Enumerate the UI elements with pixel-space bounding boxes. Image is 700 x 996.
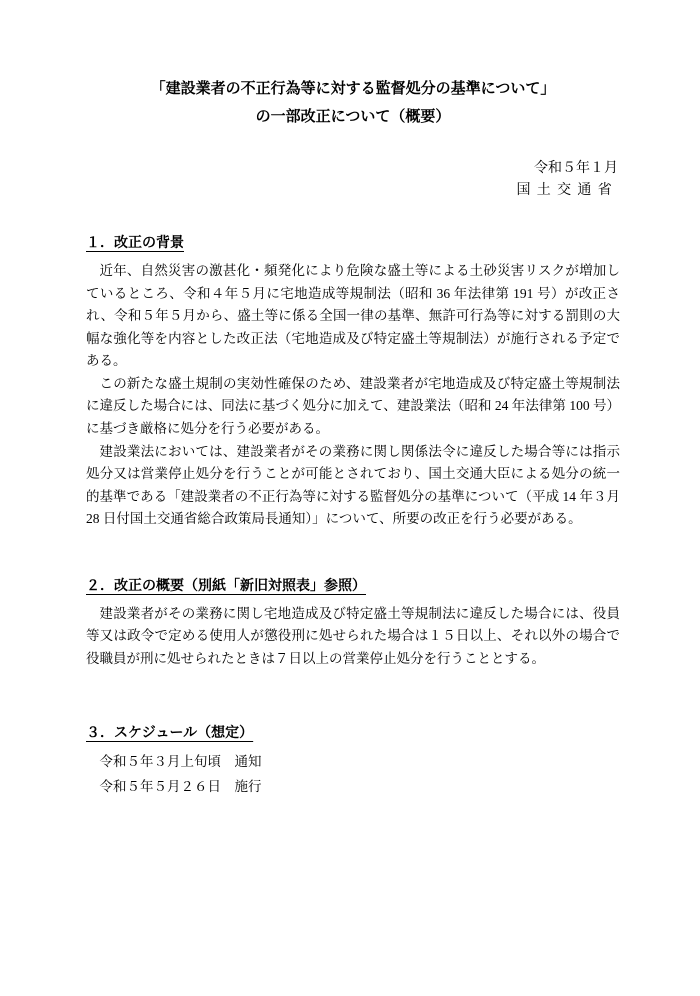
paragraph: この新たな盛土規制の実効性確保のため、建設業者が宅地造成及び特定盛土等規制法に違反した場合には、同法に基づく処分に加えて、建設業法（昭和 24 年法律第 100 号）に基づき厳格に処分を行う必要がある。 [86,375,620,436]
section-2-heading: ２．改正の概要（別紙「新旧対照表」参照） [86,578,366,594]
document-organization: 国土交通省 [516,182,618,198]
document-date: 令和５年１月 [534,160,618,176]
title-line-1: 「建設業者の不正行為等に対する監督処分の基準について」 [150,81,556,97]
section-overview [86,575,620,671]
schedule-item: 令和５年５月２６日 施行 [99,778,262,794]
paragraph: 近年、自然災害の激甚化・頻発化により危険な盛土等による土砂災害リスクが増加しているところ、令和４年５月に宅地造成等規制法（昭和 36 年法律第 191 号）が改正され、令和５年５月から、盛土等に係る全国一律の基準、無許可行為等に対する罰則の大幅な強化等を内容とした改正法（宅地造成及び特定盛土等規制法）が施行される予定である。 [86,263,620,369]
title-line-2: の一部改正について（概要） [255,108,451,125]
paragraph: 建設業者がその業務に関し宅地造成及び特定盛土等規制法に違反した場合には、役員等又は政令で定める使用人が懲役刑に処せられた場合は１５日以上、それ以外の場合で役職員が刑に処せられたときは７日以上の営業停止処分を行うこととする。 [86,605,620,666]
section-2-body [86,603,620,671]
section-1-body [86,260,620,530]
section-schedule [86,722,620,799]
section-background [86,232,620,530]
section-1-heading: １．改正の背景 [86,236,184,252]
schedule-item: 令和５年３月上旬頃 通知 [99,754,262,770]
document-title [86,76,620,132]
document-meta [86,158,620,203]
section-3-heading: ３．スケジュール（想定） [86,726,254,742]
paragraph: 建設業法においては、建設業者がその業務に関し関係法令に違反した場合等には指示処分又は営業停止処分を行うことが可能とされており、国土交通大臣による処分の統一的基準である「建設業者の不正行為等に対する監督処分の基準について（平成 14 年３月 28 日付国土交通省総合政策局長通知）」について、所要の改正を行う必要がある。 [86,443,620,527]
